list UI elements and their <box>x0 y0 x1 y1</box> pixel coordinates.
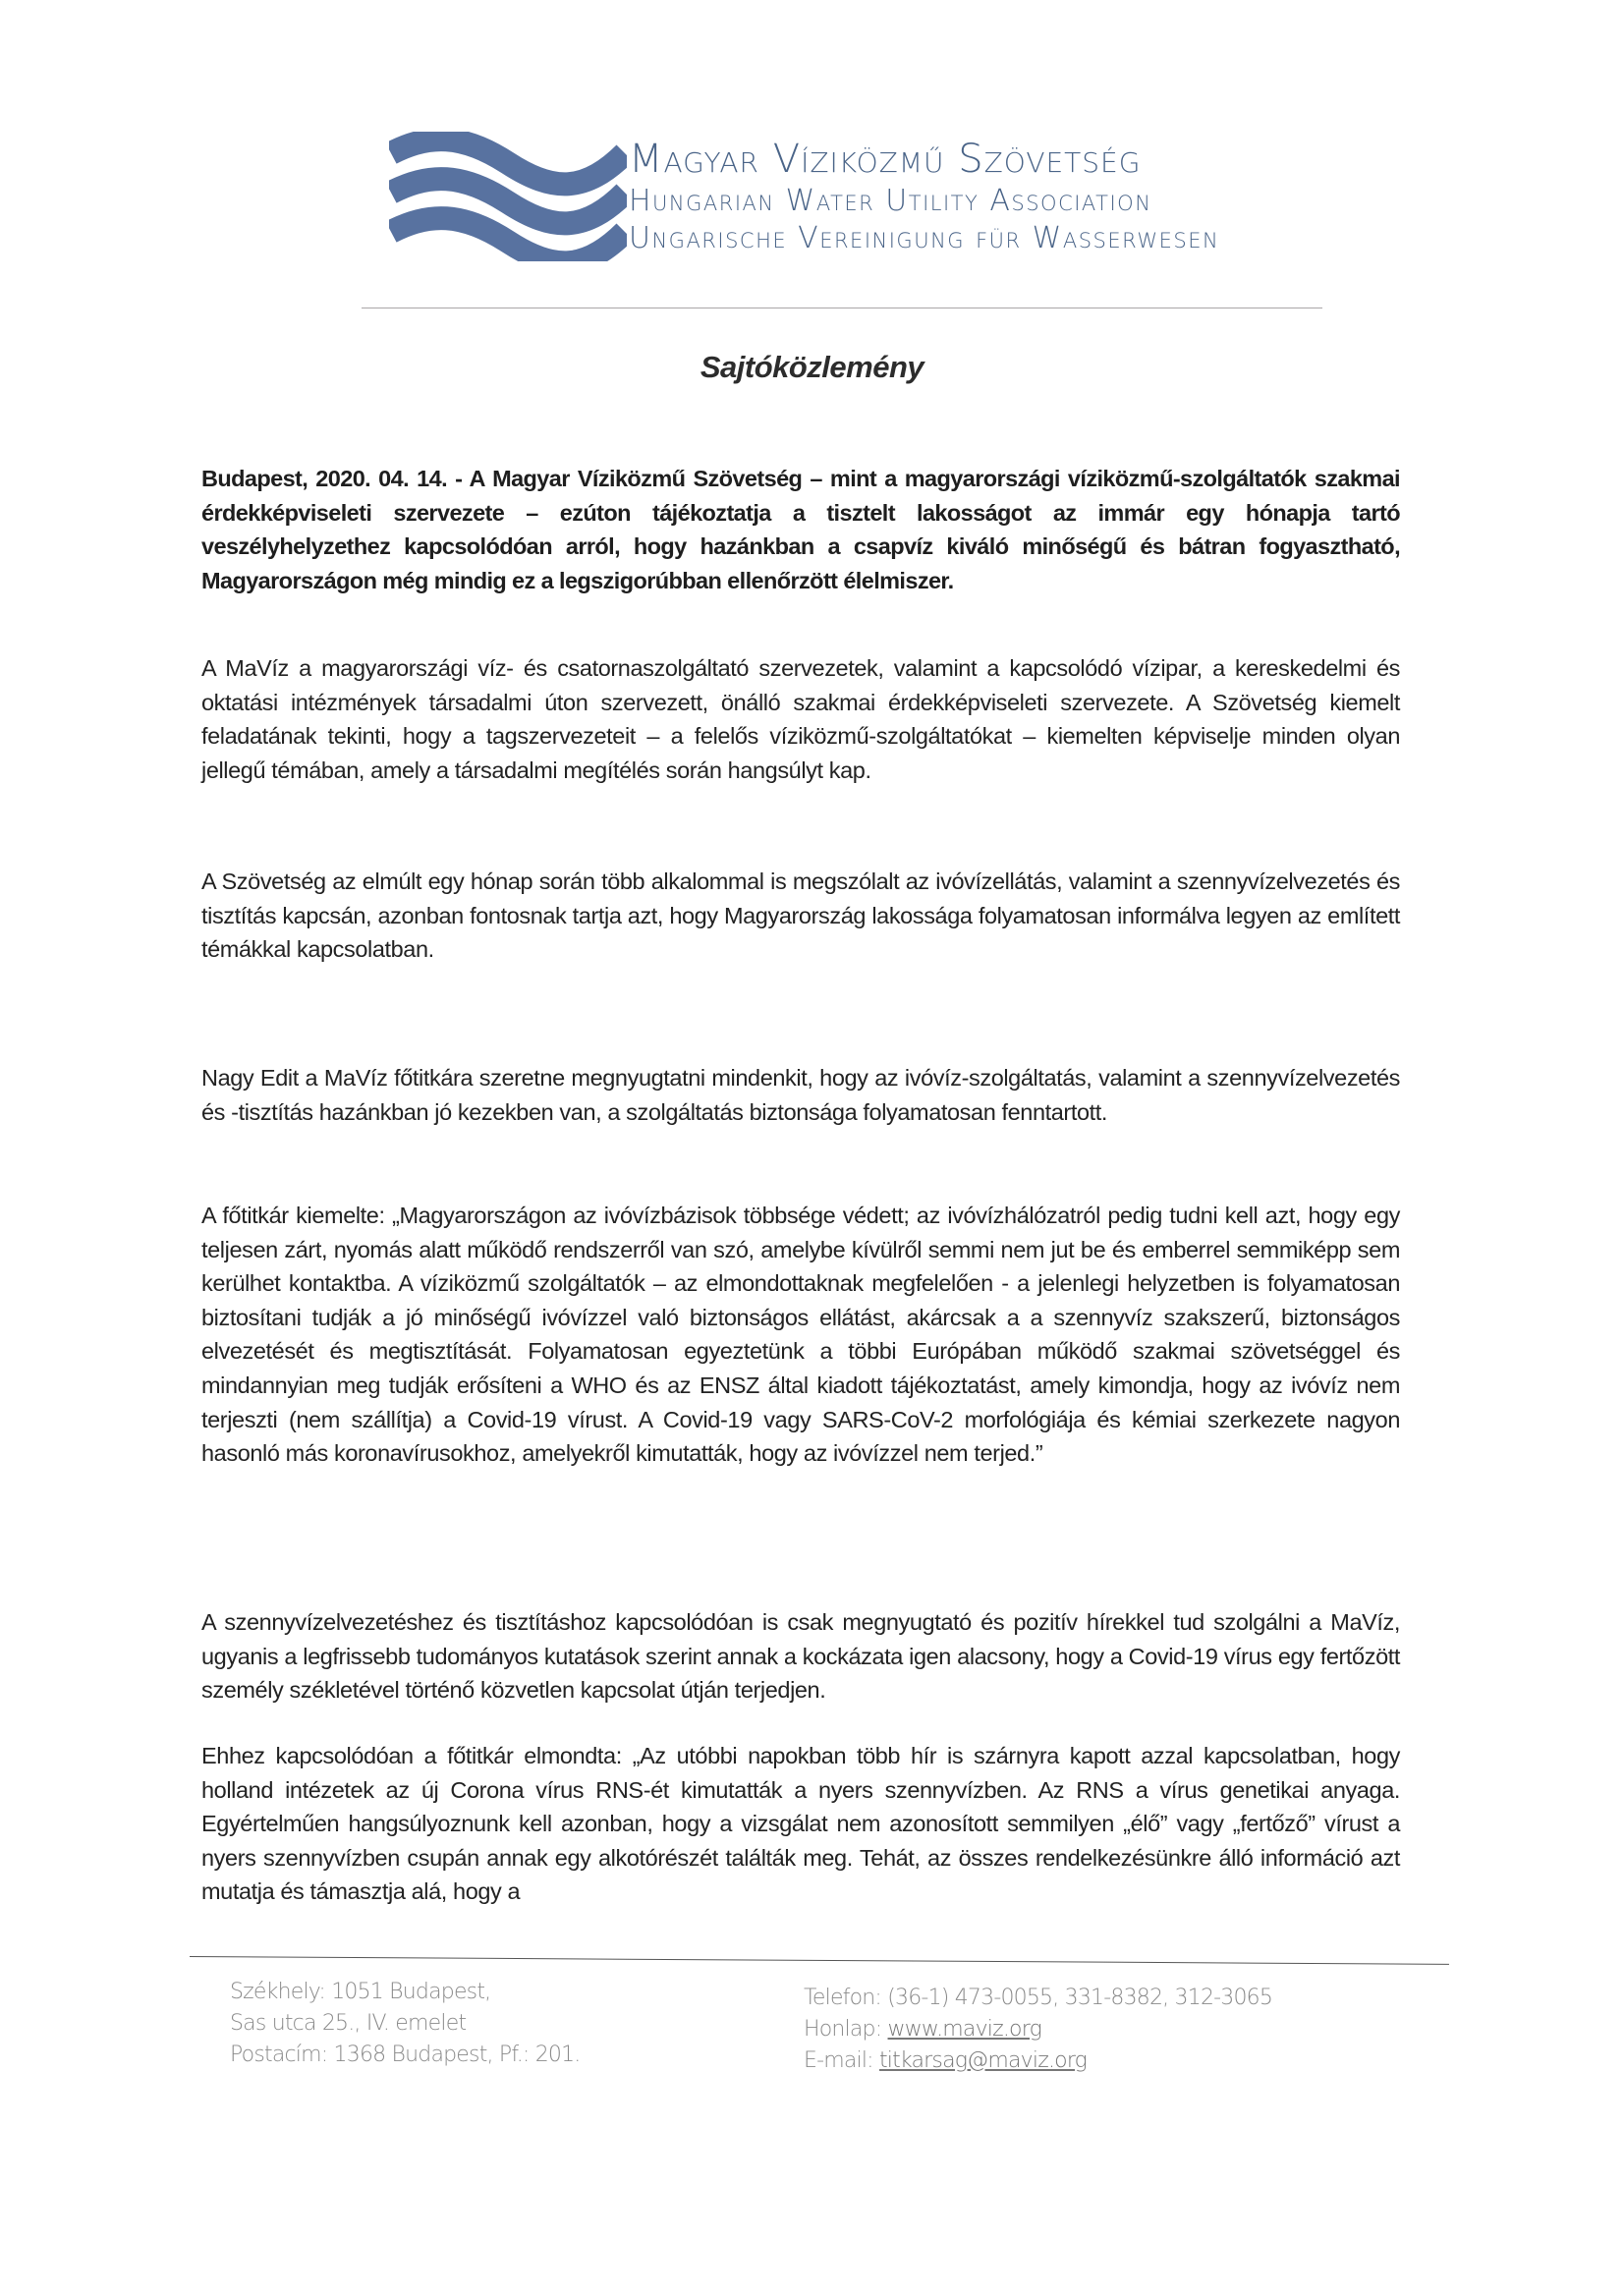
paragraph-text: A Szövetség az elmúlt egy hónap során több alkalommal is megszólalt az ivóvízellátás, valamint a szennyvízelvezetés és tisztítás kapcsán, azonban fontosnak tartja azt, hogy Magyarország lakossága folyamatosan informálva legyen az említett témákkal kapcsolatban. <box>201 868 1400 963</box>
email-link[interactable]: titkarsag@maviz.org <box>878 2048 1088 2073</box>
document-title: Sajtóközlemény <box>700 350 924 384</box>
phone-label: Telefon: <box>804 1986 888 2010</box>
footer-phone <box>804 1983 1272 2014</box>
body-paragraph <box>201 1061 1400 1129</box>
footer-address <box>230 1977 581 2071</box>
body-paragraph <box>201 1199 1400 1471</box>
email-label: E-mail: <box>804 2048 879 2073</box>
paragraph-text: Ehhez kapcsolódóan a főtitkár elmondta: „Az utóbbi napokban több hír is szárnyra kapott azzal kapcsolatban, hogy holland intézetek az új Corona vírus RNS-ét kimutatták a nyers szennyvízben. Az RNS a vírus genetikai anyaga. Egyértelműen hangsúlyoznunk kell azonban, hogy a vizsgálat nem azonosított semmilyen „élő” vagy „fertőző” vírust a nyers szennyvízben csupán annak egy alkotórészét találták meg. Tehát, az összes rendelkezésünkre álló információ azt mutatja és támasztja alá, hogy a <box>201 1743 1400 1905</box>
org-name-hungarian: Magyar Víziközmű Szövetség <box>629 137 1142 182</box>
body-paragraph <box>201 1605 1400 1708</box>
org-name-english: Hungarian Water Utility Association <box>629 184 1152 218</box>
footer-address-line: Sas utca 25., IV. emelet <box>230 2011 467 2036</box>
paragraph-text: Budapest, 2020. 04. 14. - A Magyar Víziközmű Szövetség – mint a magyarországi víziközmű-szolgáltatók szakmai érdekképviseleti szervezete – ezúton tájékoztatja a tisztelt lakosságot az immár egy hónapja tartó veszélyhelyzethez kapcsolódóan arról, hogy hazánkban a csapvíz kiváló minőségű és bátran fogyasztható, Magyarországon még mindig ez a legszigorúbban ellenőrzött élelmiszer. <box>201 466 1400 593</box>
website-label: Honlap: <box>804 2017 888 2042</box>
footer-email <box>804 2045 1272 2077</box>
paragraph-text: A főtitkár kiemelte: „Magyarországon az ivóvízbázisok többsége védett; az ivóvízhálózatról pedig tudni kell azt, hogy egy teljesen zárt, nyomás alatt működő rendszerről van szó, amelybe kívülről semmi nem jut be és emberrel semmiképp sem kerülhet kontaktba. A víziközmű szolgáltatók – az elmondottaknak megfelelően - a jelenlegi helyzetben is folyamatosan biztosítani tudják a jó minőségű ivóvízzel való biztonságos ellátást, akárcsak a a szennyvíz szakszerű, biztonságos elvezetését és megtisztítását. Folyamatosan egyeztetünk a többi Európában működő szakmai szövetséggel és mindannyian meg tudják erősíteni a WHO és az ENSZ által kiadott tájékoztatást, amely kimondja, hogy az ivóvíz nem terjeszti (nem szállítja) a Covid-19 vírust. A Covid-19 vagy SARS-CoV-2 morfológiája és kémiai szerkezete nagyon hasonló más koronavírusokhoz, amelyekről kimutatták, hogy az ivóvízzel nem terjed.” <box>201 1203 1400 1467</box>
footer-postal-address: Postacím: 1368 Budapest, Pf.: 201. <box>230 2043 581 2067</box>
footer-contact <box>804 1983 1272 2077</box>
phone-value: (36-1) 473-0055, 331-8382, 312-3065 <box>887 1986 1273 2010</box>
body-paragraph <box>201 1739 1400 1909</box>
lead-paragraph <box>201 462 1400 597</box>
paragraph-text: A szennyvízelvezetéshez és tisztításhoz kapcsolódóan is csak megnyugtató és pozitív hírekkel tud szolgálni a MaVíz, ugyanis a legfrissebb tudományos kutatások szerint annak a kockázata igen alacsony, hogy a Covid-19 vírus egy fertőzött személy székletével történő közvetlen kapcsolat útján terjedjen. <box>201 1609 1400 1704</box>
footer-address-line: Székhely: 1051 Budapest, <box>230 1980 491 2004</box>
water-waves-icon <box>389 132 627 261</box>
body-paragraph <box>201 865 1400 967</box>
body-paragraph <box>201 651 1400 787</box>
website-link[interactable]: www.maviz.org <box>887 2017 1041 2042</box>
organization-name <box>629 136 1219 257</box>
footer-divider <box>190 1956 1449 1965</box>
footer-website <box>804 2014 1272 2045</box>
org-name-german: Ungarische Vereinigung für Wasserwesen <box>629 221 1220 255</box>
paragraph-text: Nagy Edit a MaVíz főtitkára szeretne megnyugtatni mindenkit, hogy az ivóvíz-szolgáltatás, valamint a szennyvízelvezetés és -tisztítás hazánkban jó kezekben van, a szolgáltatás biztonsága folyamatosan fenntartott. <box>201 1065 1400 1125</box>
paragraph-text: A MaVíz a magyarországi víz- és csatornaszolgáltató szervezetek, valamint a kapcsolódó vízipar, a kereskedelmi és oktatási intézmények társadalmi úton szervezett, önálló szakmai érdekképviseleti szervezete. A Szövetség kiemelt feladatának tekinti, hogy a tagszervezeteit – a felelős víziközmű-szolgáltatókat – kiemelten képviselje minden olyan jellegű témában, amely a társadalmi megítélés során hangsúlyt kap. <box>201 655 1400 783</box>
